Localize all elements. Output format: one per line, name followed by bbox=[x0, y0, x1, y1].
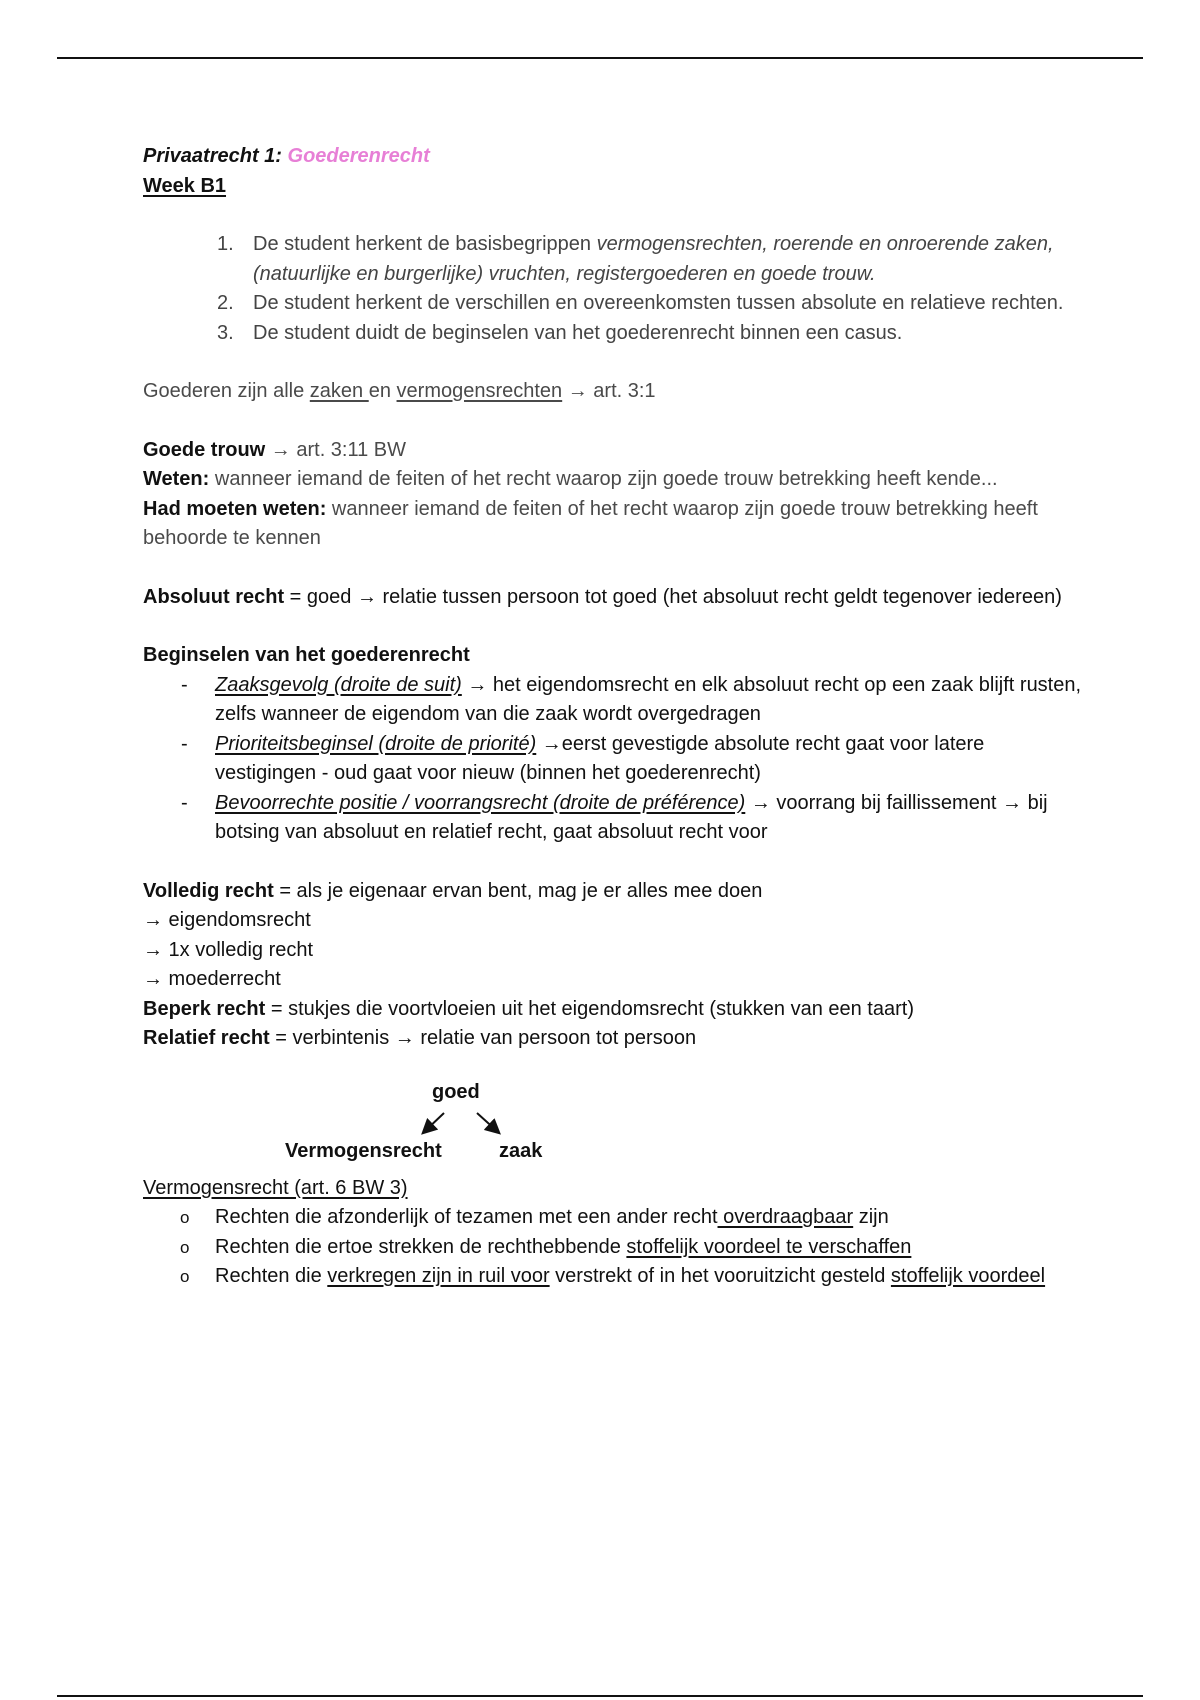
list-item: - Prioriteitsbeginsel (droite de priorité) →eerst gevestigde absolute recht gaat voor latere vestigingen - oud gaat voor nieuw (binnen het goederenrecht) bbox=[143, 730, 1083, 789]
list-item: o Rechten die afzonderlijk of tezamen met een ander recht overdraagbaar zijn bbox=[180, 1206, 889, 1228]
vermogensrecht-heading: Vermogensrecht (art. 6 BW 3) bbox=[143, 1176, 408, 1199]
volledig-arrow-line: → 1x volledig recht bbox=[143, 938, 314, 961]
had-moeten-weten-definition: Had moeten weten: wanneer iemand de feiten of het recht waarop zijn goede trouw betrekking heeft behoorde te kennen bbox=[143, 497, 1038, 549]
bottom-rule bbox=[57, 1695, 1143, 1697]
document-body bbox=[143, 142, 1083, 1292]
volledig-arrow-line: → eigendomsrecht bbox=[143, 909, 311, 931]
arrow-to-zaak bbox=[477, 1113, 498, 1132]
week-heading: Week B1 bbox=[143, 174, 227, 197]
top-rule bbox=[57, 57, 1143, 59]
document-title: Privaatrecht 1: Goederenrecht bbox=[143, 145, 430, 167]
arrow-to-vermogensrecht bbox=[424, 1113, 444, 1132]
absoluut-recht-definition: Absoluut recht = goed → relatie tussen persoon tot goed (het absoluut recht geldt tegenover iedereen) bbox=[143, 585, 1062, 608]
list-item: - Bevoorrechte positie / voorrangsrecht (droite de préférence) → voorrang bij faillissement → bij botsing van absoluut en relatief recht, gaat absoluut recht voor bbox=[143, 789, 1083, 848]
diagram-label-goed: goed bbox=[432, 1080, 480, 1103]
vermogensrecht-list bbox=[143, 1203, 1083, 1292]
beginselen-list bbox=[143, 671, 1083, 848]
list-item: o Rechten die ertoe strekken de rechthebbende stoffelijk voordeel te verschaffen bbox=[180, 1235, 912, 1258]
relatief-recht-definition: Relatief recht = verbintenis → relatie van persoon tot persoon bbox=[143, 1027, 697, 1049]
weten-definition: Weten: wanneer iemand de feiten of het recht waarop zijn goede trouw betrekking heeft kende... bbox=[143, 468, 998, 490]
goede-trouw-line: Goede trouw → art. 3:11 BW bbox=[143, 438, 407, 461]
goal-item: 1. De student herkent de basisbegrippen vermogensrechten, roerende en onroerende zaken, (natuurlijke en burgerlijke) vruchten, registergoederen en goede trouw. bbox=[217, 233, 1054, 285]
beginselen-heading: Beginselen van het goederenrecht bbox=[143, 644, 470, 666]
goal-item: 3. De student duidt de beginselen van het goederenrecht binnen een casus. bbox=[217, 321, 903, 344]
beperk-recht-definition: Beperk recht = stukjes die voortvloeien uit het eigendomsrecht (stukken van een taart) bbox=[143, 997, 914, 1020]
diagram-label-zaak: zaak bbox=[499, 1139, 543, 1162]
learning-goals-list bbox=[143, 230, 1083, 348]
volledig-recht-definition: Volledig recht = als je eigenaar ervan bent, mag je er alles mee doen bbox=[143, 879, 763, 902]
list-item: o Rechten die verkregen zijn in ruil voor verstrekt of in het vooruitzicht gesteld stoffelijk voordeel bbox=[180, 1265, 1046, 1287]
list-item: - Zaaksgevolg (droite de suit) → het eigendomsrecht en elk absoluut recht op een zaak blijft rusten, zelfs wanneer de eigendom van die zaak wordt overgedragen bbox=[143, 671, 1083, 730]
goed-diagram bbox=[143, 1054, 1083, 1174]
diagram-label-vermogensrecht: Vermogensrecht bbox=[285, 1139, 442, 1162]
title-highlight: Goederenrecht bbox=[287, 145, 430, 167]
goal-item: 2. De student herkent de verschillen en overeenkomsten tussen absolute en relatieve rechten. bbox=[217, 292, 1064, 314]
goederen-definition: Goederen zijn alle zaken en vermogensrechten → art. 3:1 bbox=[143, 380, 656, 402]
volledig-arrow-line: → moederrecht bbox=[143, 968, 281, 990]
